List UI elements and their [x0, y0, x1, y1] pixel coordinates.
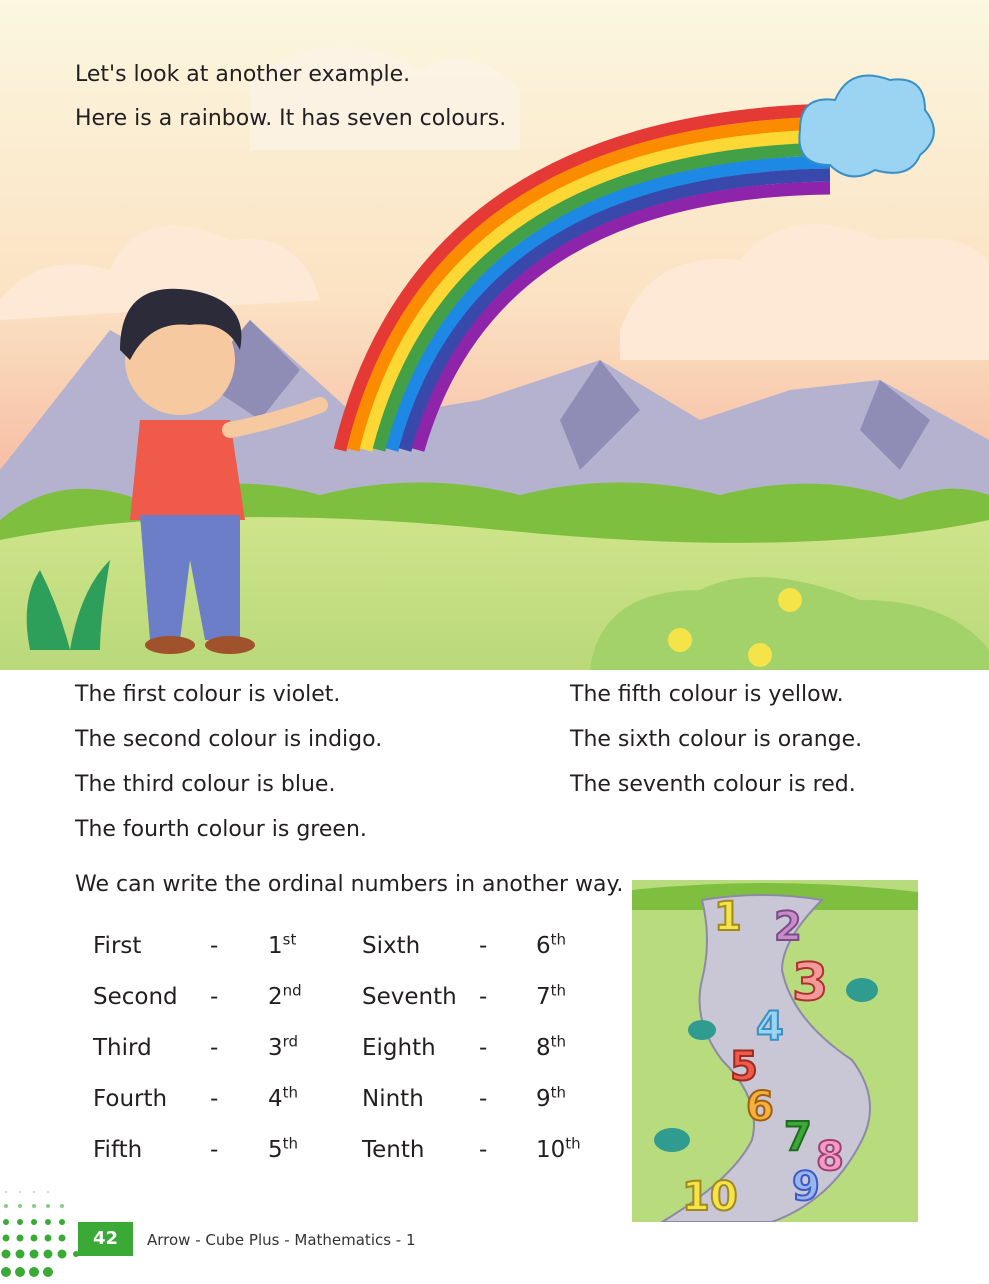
footer-title: Arrow - Cube Plus - Mathematics - 1: [147, 1231, 416, 1249]
dash: -: [210, 1035, 219, 1061]
page-number: 42: [78, 1222, 133, 1256]
ordinal-word: Fourth: [93, 1086, 168, 1112]
ordinal-number: 8th: [536, 1032, 567, 1061]
ordinal-number: 9th: [536, 1083, 567, 1112]
number-path-illustration: [632, 880, 918, 1222]
ordinal-word: Third: [93, 1035, 152, 1061]
ordinal-number: 5th: [268, 1134, 299, 1163]
colour-sentence: The first colour is violet.: [75, 682, 341, 707]
intro-line-1: Let's look at another example.: [75, 62, 411, 87]
path-number: 3: [792, 953, 829, 1013]
ordinal-word: Sixth: [362, 933, 421, 959]
ordinal-number: 1st: [268, 930, 297, 959]
dash: -: [479, 1086, 488, 1112]
ordinal-intro: We can write the ordinal numbers in another way.: [75, 872, 624, 897]
dash: -: [479, 933, 488, 959]
colour-sentence: The fifth colour is yellow.: [570, 682, 844, 707]
dash: -: [479, 1137, 488, 1163]
colour-sentence: The second colour is indigo.: [75, 727, 383, 752]
ordinal-word: Fifth: [93, 1137, 143, 1163]
ordinal-number: 2nd: [268, 981, 302, 1010]
dash: -: [479, 1035, 488, 1061]
path-number: 9: [792, 1164, 820, 1210]
path-number: 8: [816, 1134, 844, 1180]
dash: -: [479, 984, 488, 1010]
path-number: 10: [682, 1174, 738, 1220]
colour-sentence: The third colour is blue.: [75, 772, 336, 797]
ordinal-number: 7th: [536, 981, 567, 1010]
ordinal-word: Seventh: [362, 984, 457, 1010]
path-number: 1: [714, 894, 742, 940]
path-number: 5: [730, 1044, 758, 1090]
dash: -: [210, 933, 219, 959]
ordinal-word: First: [93, 933, 142, 959]
intro-line-2: Here is a rainbow. It has seven colours.: [75, 106, 507, 131]
dash: -: [210, 1086, 219, 1112]
path-number: 4: [756, 1004, 784, 1050]
dash: -: [210, 984, 219, 1010]
dash: -: [210, 1137, 219, 1163]
ordinal-number: 10th: [536, 1134, 581, 1163]
ordinal-word: Ninth: [362, 1086, 424, 1112]
ordinal-number: 3rd: [268, 1032, 299, 1061]
colour-sentence: The sixth colour is orange.: [570, 727, 863, 752]
ordinal-word: Second: [93, 984, 178, 1010]
path-number: 7: [784, 1114, 812, 1160]
ordinal-number: 4th: [268, 1083, 299, 1112]
ordinal-word: Tenth: [362, 1137, 425, 1163]
colour-sentence: The fourth colour is green.: [75, 817, 367, 842]
ordinal-number: 6th: [536, 930, 567, 959]
colours-left-list: [75, 672, 382, 852]
colour-sentence: The seventh colour is red.: [570, 772, 856, 797]
path-number: 6: [746, 1084, 774, 1130]
ordinal-word: Eighth: [362, 1035, 436, 1061]
path-number: 2: [774, 904, 802, 950]
colours-right-list: [570, 672, 862, 807]
